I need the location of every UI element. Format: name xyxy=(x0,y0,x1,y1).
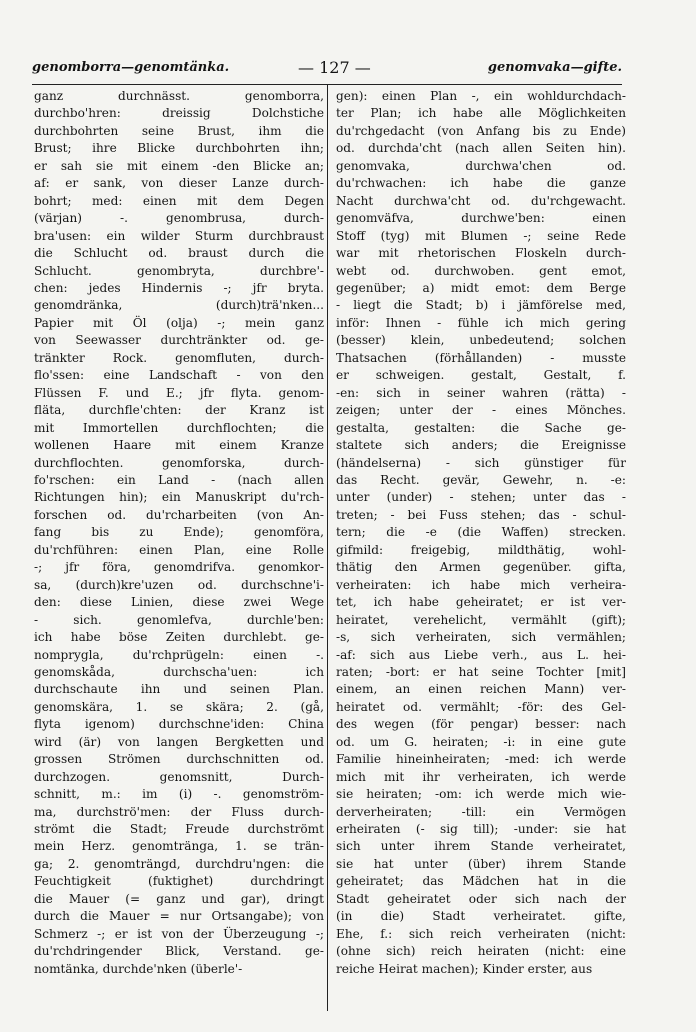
text-line: -en: sich in seiner wahren (rätta) - xyxy=(336,385,626,400)
text-line: -af: sich aus Liebe verh., aus L. hei- xyxy=(336,647,626,662)
text-line: Nacht durchwa'cht od. du'rchgewacht. xyxy=(336,193,626,208)
text-line: -; jfr föra, genomdrifva. genomkor- xyxy=(34,560,324,575)
text-line: war mit rhetorischen Floskeln durch- xyxy=(336,246,626,261)
text-line: du'rchgedacht (von Anfang bis zu Ende) xyxy=(336,123,626,138)
text-line: durchbo'hren: dreissig Dolchstiche xyxy=(34,106,324,121)
text-line: (in die) Stadt verheiratet. gifte, xyxy=(336,909,626,924)
text-line: heiratet od. vermählt; -för: des Gel- xyxy=(336,699,626,714)
text-line: genomvaka, durchwa'chen od. xyxy=(336,158,626,173)
text-line: des wegen (för pengar) besser: nach xyxy=(336,717,626,732)
text-line: einem, an einen reichen Mann) ver- xyxy=(336,682,626,697)
text-line: derverheiraten; -till: ein Vermögen xyxy=(336,804,626,819)
text-line: tränkter Rock. genomfluten, durch- xyxy=(34,350,324,365)
text-line: erheiraten (- sig till); -under: sie hat xyxy=(336,822,626,837)
text-line: durchschaute ihn und seinen Plan. xyxy=(34,682,324,697)
text-line: Schlucht. genombryta, durchbre'- xyxy=(34,263,324,278)
text-line: durchzogen. genomsnitt, Durch- xyxy=(34,769,324,784)
text-line: geheiratet; das Mädchen hat in die xyxy=(336,874,626,889)
text-line: od. durchda'cht (nach allen Seiten hin). xyxy=(336,141,626,156)
text-line: chen: jedes Hindernis -; jfr bryta. xyxy=(34,280,324,295)
text-line: ga; 2. genomträngd, durchdru'ngen: die xyxy=(34,856,324,871)
text-line: sa, (durch)kre'uzen od. durchschne'i- xyxy=(34,577,324,592)
text-line: staltete sich anders; die Ereignisse xyxy=(336,438,626,453)
text-line: mit Immortellen durchflochten; die xyxy=(34,420,324,435)
text-line: du'rchdringender Blick, Verstand. ge- xyxy=(34,944,324,959)
text-line: flyta igenom) durchschne'iden: China xyxy=(34,717,324,732)
text-line: (ohne sich) reich heiraten (nicht: eine xyxy=(336,944,626,959)
text-line: thätig den Armen gegenüber. gifta, xyxy=(336,560,626,575)
text-line: grossen Strömen durchschnitten od. xyxy=(34,752,324,767)
running-header xyxy=(32,60,622,80)
left-column xyxy=(34,88,324,1010)
text-line: Brust; ihre Blicke durchbohrten ihn; xyxy=(34,141,324,156)
text-line: genomskåda, durchscha'uen: ich xyxy=(34,664,324,679)
text-line: du'rchführen: einen Plan, eine Rolle xyxy=(34,542,324,557)
text-line: sie heiraten; -om: ich werde mich wie- xyxy=(336,787,626,802)
text-line: die Schlucht od. braust durch die xyxy=(34,246,324,261)
text-line: wird (är) von langen Bergketten und xyxy=(34,734,324,749)
text-line: genomskära, 1. se skära; 2. (gå, xyxy=(34,699,324,714)
text-line: er schweigen. gestalt, Gestalt, f. xyxy=(336,368,626,383)
text-line: bra'usen: ein wilder Sturm durchbraust xyxy=(34,228,324,243)
text-line: Ehe, f.: sich reich verheiraten (nicht: xyxy=(336,926,626,941)
text-line: Papier mit Öl (olja) -; mein ganz xyxy=(34,315,324,330)
text-line: fang bis zu Ende); genomföra, xyxy=(34,525,324,540)
text-line: durch die Mauer = nur Ortsangabe); von xyxy=(34,909,324,924)
text-line: ich habe böse Zeiten durchlebt. ge- xyxy=(34,630,324,645)
text-line: den: diese Linien, diese zwei Wege xyxy=(34,595,324,610)
column-divider xyxy=(327,85,328,1011)
text-line: (värjan) -. genombrusa, durch- xyxy=(34,211,324,226)
text-line: durchbohrten seine Brust, ihm die xyxy=(34,123,324,138)
text-line: Stadt geheiratet oder sich nach der xyxy=(336,891,626,906)
text-line: treten; - bei Fuss stehen; das - schul- xyxy=(336,507,626,522)
text-line: flo'ssen: eine Landschaft - von den xyxy=(34,368,324,383)
text-line: er sah sie mit einem -den Blicke an; xyxy=(34,158,324,173)
text-line: die Mauer (= ganz und gar), dringt xyxy=(34,891,324,906)
text-line: sich unter ihrem Stande verheiratet, xyxy=(336,839,626,854)
text-line: Richtungen hin); ein Manuskript du'rch- xyxy=(34,490,324,505)
text-line: Flüssen F. und E.; jfr flyta. genom- xyxy=(34,385,324,400)
text-line: Thatsachen (förhållanden) - musste xyxy=(336,350,626,365)
text-line: tern; die -e (die Waffen) strecken. xyxy=(336,525,626,540)
text-line: zeigen; unter der - eines Mönches. xyxy=(336,403,626,418)
text-line: gifmild: freigebig, mildthätig, wohl- xyxy=(336,542,626,557)
text-line: -s, sich verheiraten, sich vermählen; xyxy=(336,630,626,645)
text-line: reiche Heirat machen); Kinder erster, aus xyxy=(336,961,593,976)
text-line: Schmerz -; er ist von der Überzeugung -; xyxy=(34,926,324,941)
text-line: tet, ich habe geheiratet; er ist ver- xyxy=(336,595,626,610)
text-line: wollenen Haare mit einem Kranze xyxy=(34,438,324,453)
text-line: Feuchtigkeit (fuktighet) durchdringt xyxy=(34,874,324,889)
text-line: mich mit ihr verheiraten, ich werde xyxy=(336,769,626,784)
text-line: ganz durchnässt. genomborra, xyxy=(34,89,324,103)
text-line: od. um G. heiraten; -i: in eine gute xyxy=(336,734,626,749)
text-line: - sich. genomlefva, durchle'ben: xyxy=(34,612,324,627)
text-line: von Seewasser durchtränkter od. ge- xyxy=(34,333,324,348)
text-line: gegenüber; a) midt emot: dem Berge xyxy=(336,280,626,295)
text-line: genomväfva, durchwe'ben: einen xyxy=(336,211,626,226)
text-line: nomtänka, durchde'nken (überle'- xyxy=(34,961,243,976)
text-line: gen): einen Plan -, ein wohldurchdach- xyxy=(336,89,626,103)
text-line: bohrt; med: einen mit dem Degen xyxy=(34,193,324,208)
text-line: Familie hineinheiraten; -med: ich werde xyxy=(336,752,626,767)
text-line: strömt die Stadt; Freude durchströmt xyxy=(34,822,324,837)
text-line: (besser) klein, unbedeutend; solchen xyxy=(336,333,626,348)
text-line: sie hat unter (über) ihrem Stande xyxy=(336,856,626,871)
text-line: nomprygla, du'rchprügeln: einen -. xyxy=(34,647,324,662)
text-line: heiratet, verehelicht, vermählt (gift); xyxy=(336,612,626,627)
text-line: mein Herz. genomtränga, 1. se trän- xyxy=(34,839,324,854)
text-line: (händelserna) - sich günstiger für xyxy=(336,455,626,470)
header-right-guide-words: genomvaka—gifte. xyxy=(487,60,622,75)
text-line: Stoff (tyg) mit Blumen -; seine Rede xyxy=(336,228,626,243)
text-line: - liegt die Stadt; b) i jämförelse med, xyxy=(336,298,626,313)
text-line: verheiraten: ich habe mich verheira- xyxy=(336,577,626,592)
text-line: inför: Ihnen - fühle ich mich gering xyxy=(336,315,626,330)
text-line: ma, durchströ'men: der Fluss durch- xyxy=(34,804,324,819)
text-line: das Recht. gevär, Gewehr, n. -e: xyxy=(336,472,626,487)
text-line: schnitt, m.: im (i) -. genomström- xyxy=(34,787,324,802)
text-line: webt od. durchwoben. gent emot, xyxy=(336,263,626,278)
text-line: raten; -bort: er hat seine Tochter [mit] xyxy=(336,664,626,679)
text-line: fo'rschen: ein Land - (nach allen xyxy=(34,472,324,487)
right-column xyxy=(336,88,626,1010)
text-line: fläta, durchfle'chten: der Kranz ist xyxy=(34,403,324,418)
text-line: gestalta, gestalten: die Sache ge- xyxy=(336,420,626,435)
dictionary-page xyxy=(24,52,672,1012)
text-line: forschen od. du'rcharbeiten (von An- xyxy=(34,507,324,522)
text-line: ter Plan; ich habe alle Möglichkeiten xyxy=(336,106,626,121)
text-line: genomdränka, (durch)trä'nken... xyxy=(34,298,324,313)
text-line: unter (under) - stehen; unter das - xyxy=(336,490,626,505)
text-line: durchflochten. genomforska, durch- xyxy=(34,455,324,470)
text-line: af: er sank, von dieser Lanze durch- xyxy=(34,176,324,191)
page-number: — 127 — xyxy=(298,58,371,77)
header-left-guide-words: genomborra—genomtänka. xyxy=(32,60,230,75)
text-line: du'rchwachen: ich habe die ganze xyxy=(336,176,626,191)
